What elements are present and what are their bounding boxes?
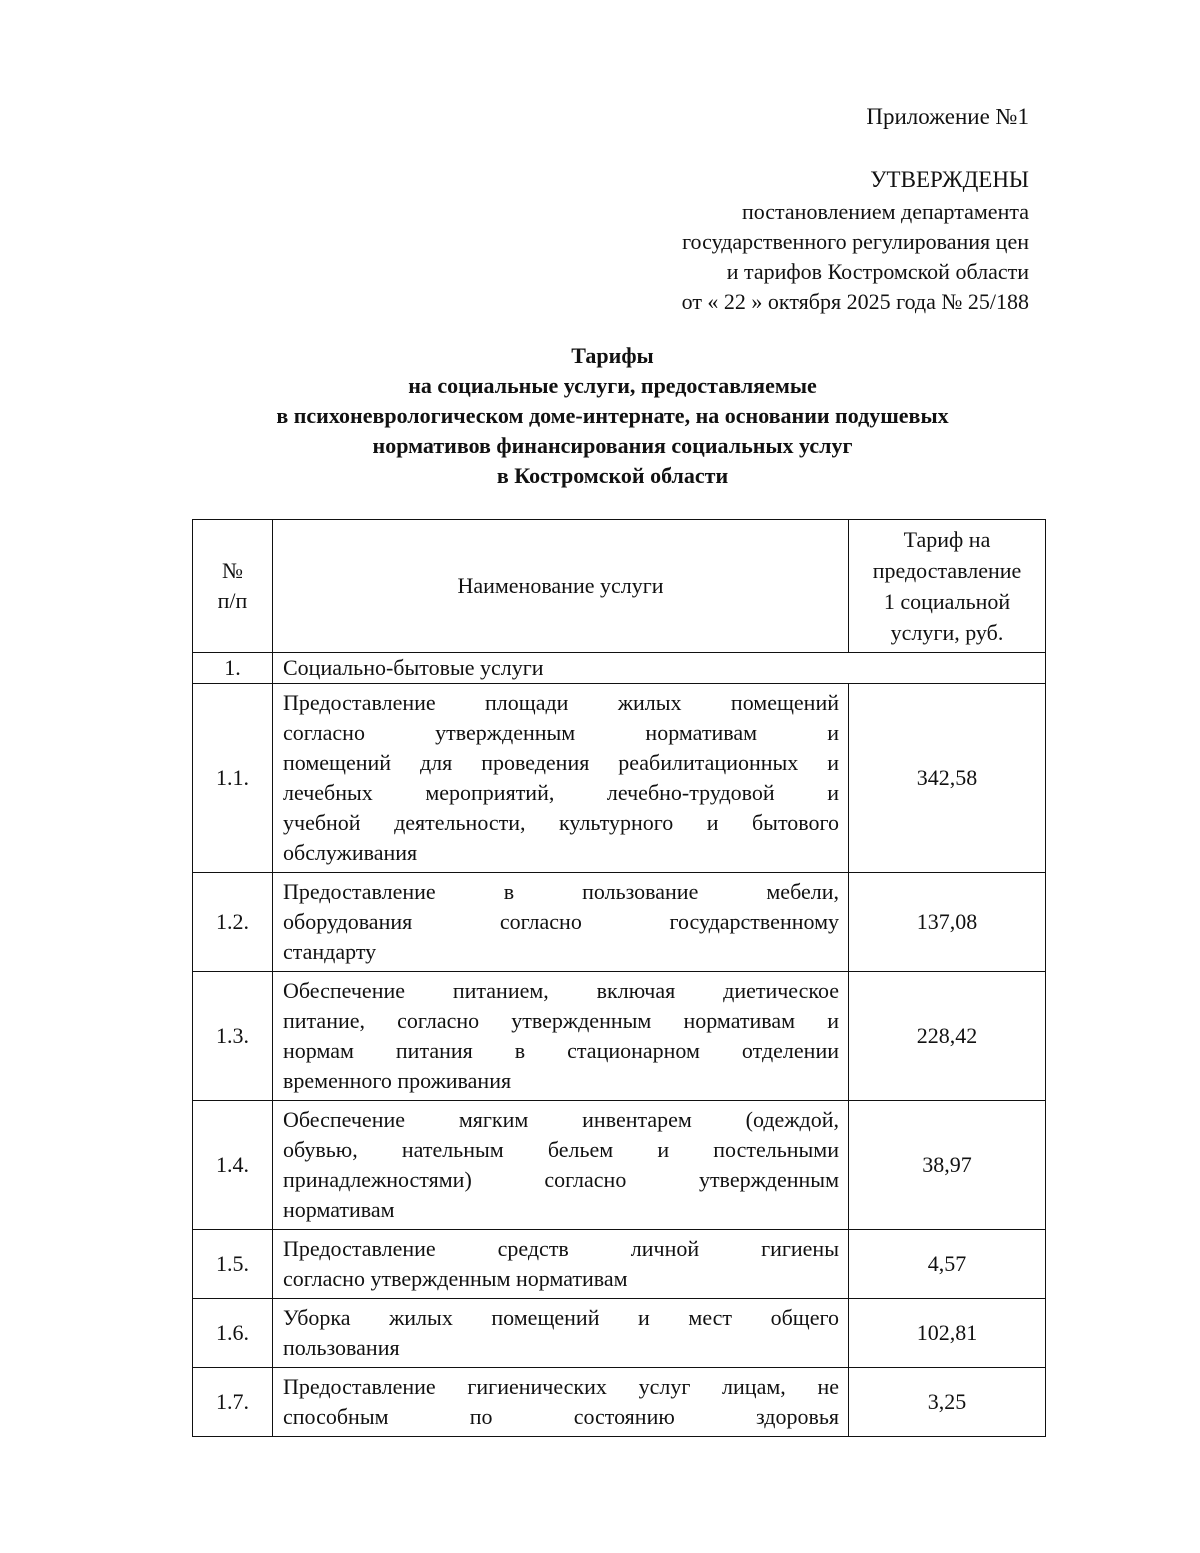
tariff-table — [192, 519, 1046, 1437]
approval-line: государственного регулирования цен — [682, 229, 1029, 254]
approval-head: УТВЕРЖДЕНЫ — [870, 167, 1029, 192]
row-num: 1.3. — [193, 972, 273, 1101]
header-tariff-line: предоставление — [872, 558, 1022, 583]
section-num: 1. — [193, 653, 273, 684]
row-num: 1.2. — [193, 873, 273, 972]
service-name-line: Предоставление площади жилых помещений — [283, 690, 839, 715]
approval-block — [682, 165, 1029, 317]
title-line: в Костромской области — [496, 463, 729, 488]
header-num — [193, 520, 273, 653]
header-num-line: п/п — [217, 588, 248, 613]
row-tariff-value: 102,81 — [849, 1299, 1046, 1368]
service-name-line: нормативам — [283, 1197, 395, 1222]
row-num: 1.4. — [193, 1101, 273, 1230]
section-row — [193, 653, 1046, 684]
service-name-line: способным по состоянию здоровья — [283, 1404, 839, 1429]
row-num: 1.6. — [193, 1299, 273, 1368]
title-line: Тарифы — [571, 343, 654, 368]
table-row — [193, 684, 1046, 873]
title-line: нормативов финансирования социальных услуг — [372, 433, 853, 458]
service-name-line: принадлежностями) согласно утвержденным — [283, 1167, 839, 1192]
table-row — [193, 873, 1046, 972]
row-tariff-value: 228,42 — [849, 972, 1046, 1101]
service-name-line: обувью, нательным бельем и постельными — [283, 1137, 839, 1162]
header-name: Наименование услуги — [273, 520, 849, 653]
table-row — [193, 1230, 1046, 1299]
table-row — [193, 972, 1046, 1101]
row-service-name — [273, 1101, 849, 1230]
service-name-line: Уборка жилых помещений и мест общего — [283, 1305, 839, 1330]
row-tariff-value: 137,08 — [849, 873, 1046, 972]
title-line: в психоневрологическом доме-интернате, на основании подушевых — [276, 403, 949, 428]
row-service-name — [273, 972, 849, 1101]
service-name-line: питание, согласно утвержденным нормативам и — [283, 1008, 839, 1033]
row-tariff-value: 4,57 — [849, 1230, 1046, 1299]
table-row — [193, 1101, 1046, 1230]
header-num-line: № — [222, 558, 243, 583]
table-row — [193, 1368, 1046, 1437]
table-row — [193, 1299, 1046, 1368]
service-name-line: Предоставление в пользование мебели, — [283, 879, 839, 904]
service-name-line: Обеспечение мягким инвентарем (одеждой, — [283, 1107, 839, 1132]
section-name: Социально-бытовые услуги — [273, 653, 1046, 684]
header-tariff-line: услуги, руб. — [890, 620, 1004, 645]
title-line: на социальные услуги, предоставляемые — [408, 373, 817, 398]
service-name-line: помещений для проведения реабилитационных и — [283, 750, 839, 775]
service-name-line: Обеспечение питанием, включая диетическое — [283, 978, 839, 1003]
service-name-line: Предоставление гигиенических услуг лицам, не — [283, 1374, 839, 1399]
service-name-line: согласно утвержденным нормативам — [283, 1266, 628, 1291]
approval-line: постановлением департамента — [741, 199, 1029, 224]
document-title — [0, 341, 1200, 491]
approval-line: и тарифов Костромской области — [726, 259, 1029, 284]
table-header-row — [193, 520, 1046, 653]
row-service-name — [273, 1368, 849, 1437]
service-name-line: учебной деятельности, культурного и бытового — [283, 810, 839, 835]
service-name-line: Предоставление средств личной гигиены — [283, 1236, 839, 1261]
header-tariff-line: Тариф на — [903, 527, 991, 552]
row-service-name — [273, 873, 849, 972]
row-service-name — [273, 1230, 849, 1299]
service-name-line: лечебных мероприятий, лечебно-трудовой и — [283, 780, 839, 805]
row-num: 1.7. — [193, 1368, 273, 1437]
row-tariff-value: 3,25 — [849, 1368, 1046, 1437]
appendix-label: Приложение №1 — [866, 104, 1029, 129]
service-name-line: оборудования согласно государственному — [283, 909, 839, 934]
approval-line: от « 22 » октября 2025 года № 25/188 — [681, 289, 1029, 314]
service-name-line: временного проживания — [283, 1068, 512, 1093]
header-tariff — [849, 520, 1046, 653]
service-name-line: согласно утвержденным нормативам и — [283, 720, 839, 745]
row-tariff-value: 342,58 — [849, 684, 1046, 873]
service-name-line: обслуживания — [283, 840, 418, 865]
header-tariff-line: 1 социальной — [883, 589, 1011, 614]
row-num: 1.5. — [193, 1230, 273, 1299]
row-num: 1.1. — [193, 684, 273, 873]
service-name-line: нормам питания в стационарном отделении — [283, 1038, 839, 1063]
row-tariff-value: 38,97 — [849, 1101, 1046, 1230]
service-name-line: стандарту — [283, 939, 377, 964]
row-service-name — [273, 684, 849, 873]
service-name-line: пользования — [283, 1335, 400, 1360]
row-service-name — [273, 1299, 849, 1368]
